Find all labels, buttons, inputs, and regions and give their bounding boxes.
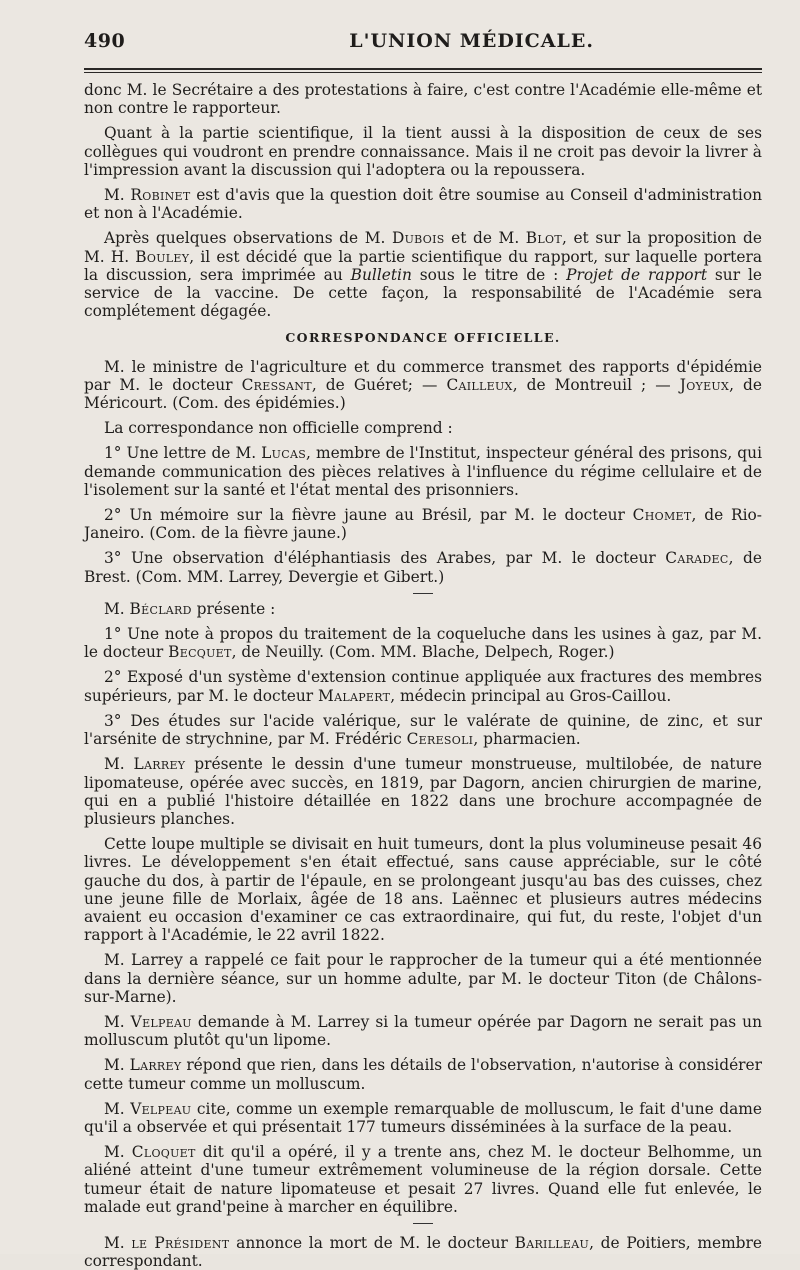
paragraph-1: donc M. le Secrétaire a des protestations à faire, c'est contre l'Académie elle-même et non contre le rapporteur. [84,81,763,118]
running-title: L'UNION MÉDICALE. [349,30,594,52]
page-number: 490 [84,30,126,52]
article-body [84,81,762,1270]
paragraph-5: M. le ministre de l'agriculture et du commerce transmet des rapports d'épidémie par M. le docteur Cressant, de Guéret; — Cailleux, de Montreuil ; — Joyeux, de Méricourt. (Com. des épidémies.) [84,357,763,413]
paragraph-12: 2° Exposé d'un système d'extension continue appliquée aux fractures des membres supérieurs, par M. le docteur Malapert, médecin principal au Gros-Caillou. [84,668,762,705]
paragraph-21: M. le Président annonce la mort de M. le docteur Barilleau, de Poitiers, membre correspondant. [84,1233,763,1270]
section-title: CORRESPONDANCE OFFICIELLE. [285,330,561,346]
separator-dash [413,593,433,594]
paragraph-16: M. Larrey a rappelé ce fait pour le rapprocher de la tumeur qui a été mentionnée dans la dernière séance, sur un homme adulte, par M. le docteur Titon (de Châlons-sur-Marne). [84,951,762,1006]
paragraph-15: Cette loupe multiple se divisait en huit tumeurs, dont la plus volumineuse pesait 46 livres. Le développement s'en était effectué, sans cause appréciable, sur le côté gauche du dos, à partir de l'épaule, en se prolongeant jusqu'au bas des cuisses, chez une jeune fille de Morlaix, âgée de 18 ans. Laënnec et plusieurs autres médecins avaient eu occasion d'examiner ce cas extraordinaire, qui fut, du reste, l'objet d'un rapport à l'Académie, le 22 avril 1822. [84,835,762,945]
paragraph-7: 1° Une lettre de M. Lucas, membre de l'Institut, inspecteur général des prisons, qui demande communication des pièces relatives à l'influence du régime cellulaire et de l'isolement sur la santé et l'état mental des prisonniers. [84,444,762,499]
speaker-name: Robinet [130,186,191,205]
paragraph-6: La correspondance non officielle comprend : [104,419,453,438]
paragraph-3: M. Robinet est d'avis que la question doit être soumise au Conseil d'administration et non à l'Académie. [84,186,762,223]
paragraph-19: M. Velpeau cite, comme un exemple remarquable de molluscum, le fait d'une dame qu'il a observée et qui présentait 177 tumeurs disséminées à la surface de la peau. [84,1099,762,1136]
paragraph-17: M. Velpeau demande à M. Larrey si la tumeur opérée par Dagorn ne serait pas un molluscum plutôt qu'un lipome. [84,1012,762,1050]
paragraph-11: 1° Une note à propos du traitement de la coqueluche dans les usines à gaz, par M. le docteur Becquet, de Neuilly. (Com. MM. Blache, Delpech, Roger.) [84,625,762,662]
paragraph-10: M. Béclard présente : [104,599,276,618]
separator-dash-2 [413,1223,433,1224]
paragraph-9: 3° Une observation d'éléphantiasis des Arabes, par M. le docteur Caradec, de Brest. (Com. MM. Larrey, Devergie et Gibert.) [84,549,762,586]
paragraph-4: Après quelques observations de M. Dubois et de M. Blot, et sur la proposition de M. H. Bouley, il est décidé que la partie scientifique du rapport, sur laquelle portera la discussion, sera imprimée au Bulletin sous le titre de : Projet de rapport sur le service de la vaccine. De cette façon, la responsabilité de l'Académie sera complétement dégagée. [84,229,763,321]
paragraph-14: M. Larrey présente le dessin d'une tumeur monstrueuse, multilobée, de nature lipomateuse, opérée avec succès, en 1819, par Dagorn, ancien chirurgien de marine, qui en a publié l'histoire détaillée en 1822 dans une brochure accompagnée de plusieurs planches. [84,755,762,828]
paragraph-2: Quant à la partie scientifique, il la tient aussi à la disposition de ceux de ses collègues qui voudront en prendre connaissance. Mais il ne croit pas devoir la livrer à l'impression avant la discussion qui l'adoptera ou la repoussera. [84,124,762,179]
paragraph-18: M. Larrey répond que rien, dans les détails de l'observation, n'autorise à considérer cette tumeur comme un molluscum. [84,1056,762,1093]
paragraph-8: 2° Un mémoire sur la fièvre jaune au Brésil, par M. le docteur Chomet, de Rio-Janeiro. (Com. de la fièvre jaune.) [84,506,762,543]
header-rule [84,68,762,73]
paragraph-20: M. Cloquet dit qu'il a opéré, il y a trente ans, chez M. le docteur Belhomme, un aliéné atteint d'une tumeur extrêmement volumineuse de la région dorsale. Cette tumeur était de nature lipomateuse et pesait 27 livres. Quand elle fut enlevée, le malade eut grand'peine à marcher en équilibre. [84,1143,763,1216]
page-header [84,30,762,64]
paragraph-13: 3° Des études sur l'acide valérique, sur le valérate de quinine, de zinc, et sur l'arsénite de strychnine, par M. Frédéric Ceresoli, pharmacien. [84,711,762,749]
